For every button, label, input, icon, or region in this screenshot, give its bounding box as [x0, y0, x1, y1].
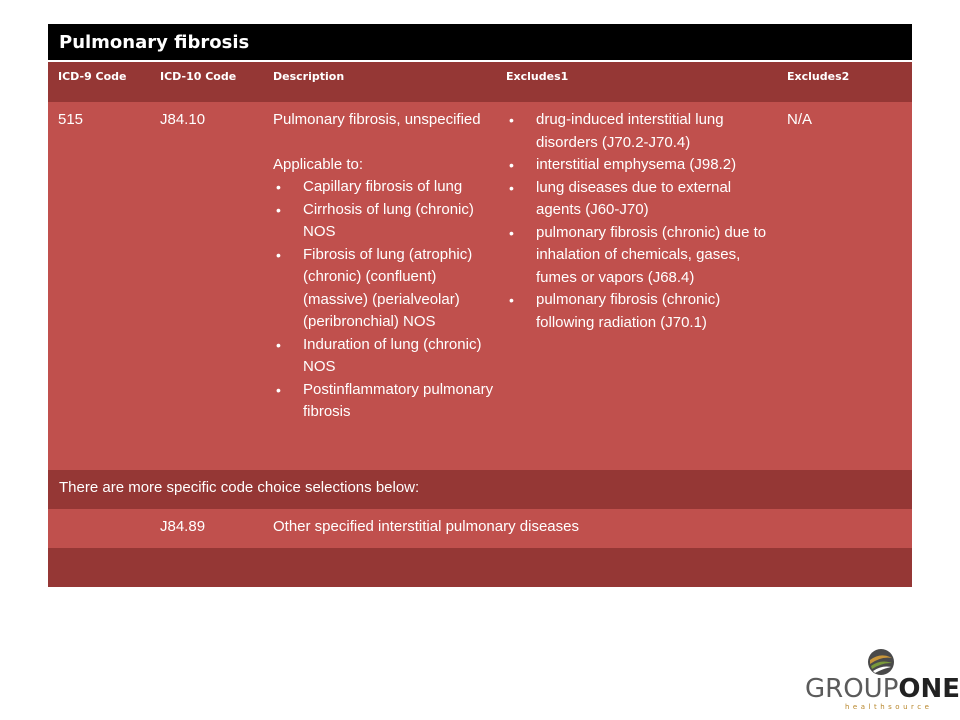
header-icd10: ICD-10 Code — [160, 70, 237, 83]
note-row: There are more specific code choice selections below: — [48, 470, 912, 509]
cell-icd10: J84.89 — [160, 518, 206, 535]
list-item: • pulmonary fibrosis (chronic) due to inhalation of chemicals, gases, fumes or vapors (J68.4) — [506, 222, 777, 290]
cell-icd9: 515 — [58, 111, 84, 128]
cell-excludes1 — [496, 109, 777, 460]
empty-row — [48, 548, 912, 587]
header-icd9: ICD-9 Code — [58, 70, 127, 83]
header-excludes2: Excludes2 — [787, 70, 850, 83]
applicable-label: Applicable to: — [273, 155, 364, 173]
table-title: Pulmonary fibrosis — [48, 24, 912, 62]
excludes1-list — [506, 109, 777, 334]
list-item: • lung diseases due to external agents (J60-J70) — [506, 177, 777, 222]
company-logo — [805, 648, 960, 711]
table-header-row — [48, 62, 912, 102]
list-item: • Cirrhosis of lung (chronic) NOS — [273, 199, 496, 244]
cell-description — [263, 109, 496, 460]
table-row — [48, 509, 912, 548]
logo-tagline: healthsource — [845, 703, 933, 711]
header-excludes1: Excludes1 — [506, 70, 569, 83]
description-text: Pulmonary fibrosis, unspecified — [273, 111, 481, 128]
logo-text-light: GROUP — [805, 674, 899, 704]
codes-table — [48, 24, 912, 587]
cell-excludes2: N/A — [787, 111, 813, 128]
logo-wordmark — [805, 675, 960, 703]
list-item: • Postinflammatory pulmonary fibrosis — [273, 379, 496, 424]
cell-icd10: J84.10 — [160, 111, 206, 128]
cell-description: Other specified interstitial pulmonary diseases — [273, 518, 579, 535]
header-description: Description — [273, 70, 345, 83]
list-item: • pulmonary fibrosis (chronic) following radiation (J70.1) — [506, 289, 777, 334]
logo-text-bold: ONE — [898, 674, 960, 704]
applicable-list — [273, 176, 496, 424]
table-row — [48, 102, 912, 470]
list-item: • Fibrosis of lung (atrophic) (chronic) (confluent) (massive) (perialveolar) (peribronchial) NOS — [273, 244, 496, 334]
list-item: • Induration of lung (chronic) NOS — [273, 334, 496, 379]
list-item: • drug-induced interstitial lung disorders (J70.2-J70.4) — [506, 109, 777, 154]
list-item: • interstitial emphysema (J98.2) — [506, 154, 777, 177]
cell-icd9-empty — [48, 509, 150, 548]
list-item: • Capillary fibrosis of lung — [273, 176, 496, 199]
logo-mark-icon — [867, 648, 895, 676]
